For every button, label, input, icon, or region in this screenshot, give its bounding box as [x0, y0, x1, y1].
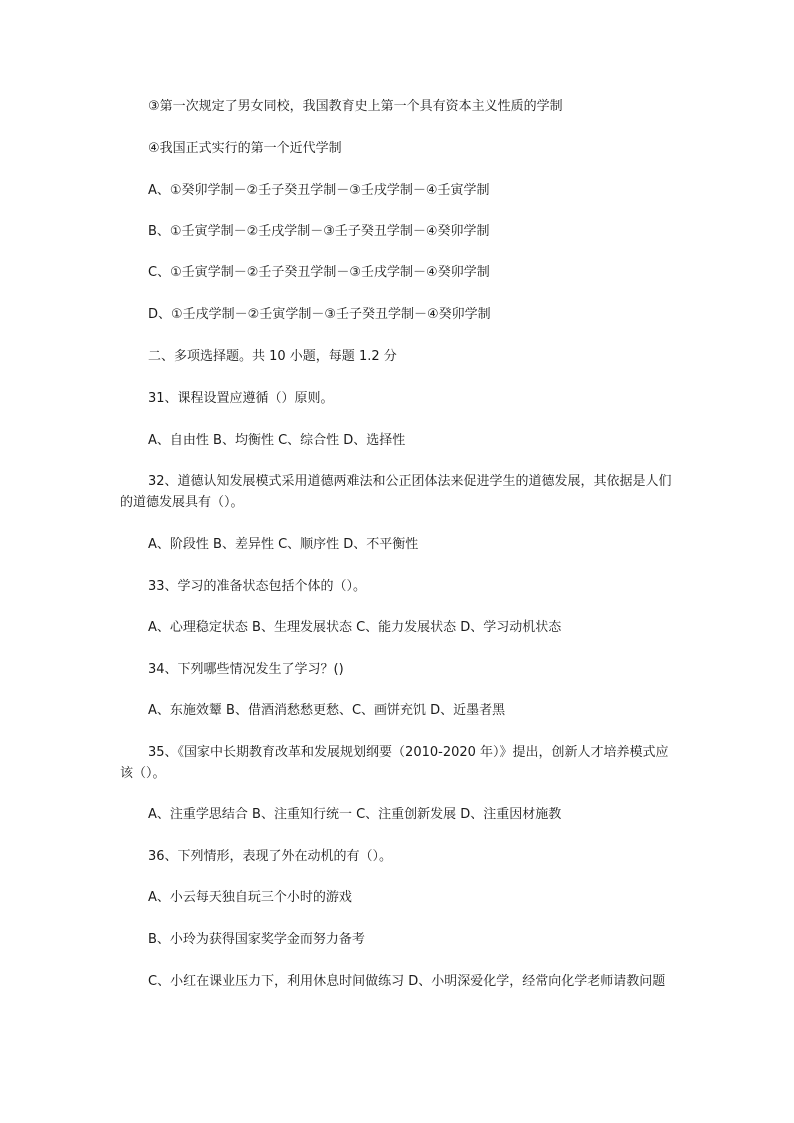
- answer-choices: A、心理稳定状态 B、生理发展状态 C、能力发展状态 D、学习动机状态: [148, 620, 562, 635]
- answer-choices: A、自由性 B、均衡性 C、综合性 D、选择性: [148, 433, 406, 448]
- answer-choices: C、小红在课业压力下，利用休息时间做练习 D、小明深爱化学，经常向化学老师请教问题: [148, 974, 666, 989]
- question-option-line: ④我国正式实行的第一个近代学制: [148, 141, 342, 156]
- question-option-line: ③第一次规定了男女同校，我国教育史上第一个具有资本主义性质的学制: [148, 99, 563, 114]
- answer-choice: C、①壬寅学制－②壬子癸丑学制－③壬戌学制－④癸卯学制: [148, 265, 490, 280]
- question-stem: 31、课程设置应遵循（）原则。: [148, 391, 334, 406]
- answer-choice: B、小玲为获得国家奖学金而努力备考: [148, 932, 365, 947]
- question-stem: 32、道德认知发展模式采用道德两难法和公正团体法来促进学生的道德发展，其依据是人们的道德发展具有（）。: [120, 474, 672, 510]
- answer-choice: A、小云每天独自玩三个小时的游戏: [148, 890, 352, 905]
- answer-choices: A、东施效颦 B、借酒消愁愁更愁、C、画饼充饥 D、近墨者黑: [148, 703, 506, 718]
- answer-choice: B、①壬寅学制－②壬戌学制－③壬子癸丑学制－④癸卯学制: [148, 224, 490, 239]
- answer-choices: A、注重学思结合 B、注重知行统一 C、注重创新发展 D、注重因材施教: [148, 807, 562, 822]
- answer-choice: A、①癸卯学制－②壬子癸丑学制－③壬戌学制－④壬寅学制: [148, 183, 490, 198]
- question-stem: 36、下列情形，表现了外在动机的有（）。: [148, 849, 393, 864]
- question-stem: 34、下列哪些情况发生了学习？(): [148, 662, 344, 677]
- question-stem: 33、学习的准备状态包括个体的（）。: [148, 579, 367, 594]
- section-heading: 二、多项选择题。共 10 小题，每题 1.2 分: [148, 349, 397, 364]
- answer-choice: D、①壬戌学制－②壬寅学制－③壬子癸丑学制－④癸卯学制: [148, 307, 491, 322]
- answer-choices: A、阶段性 B、差异性 C、顺序性 D、不平衡性: [148, 537, 419, 552]
- question-stem: 35、《国家中长期教育改革和发展规划纲要（2010-2020 年）》提出，创新人才培养模式应该（）。: [120, 745, 669, 781]
